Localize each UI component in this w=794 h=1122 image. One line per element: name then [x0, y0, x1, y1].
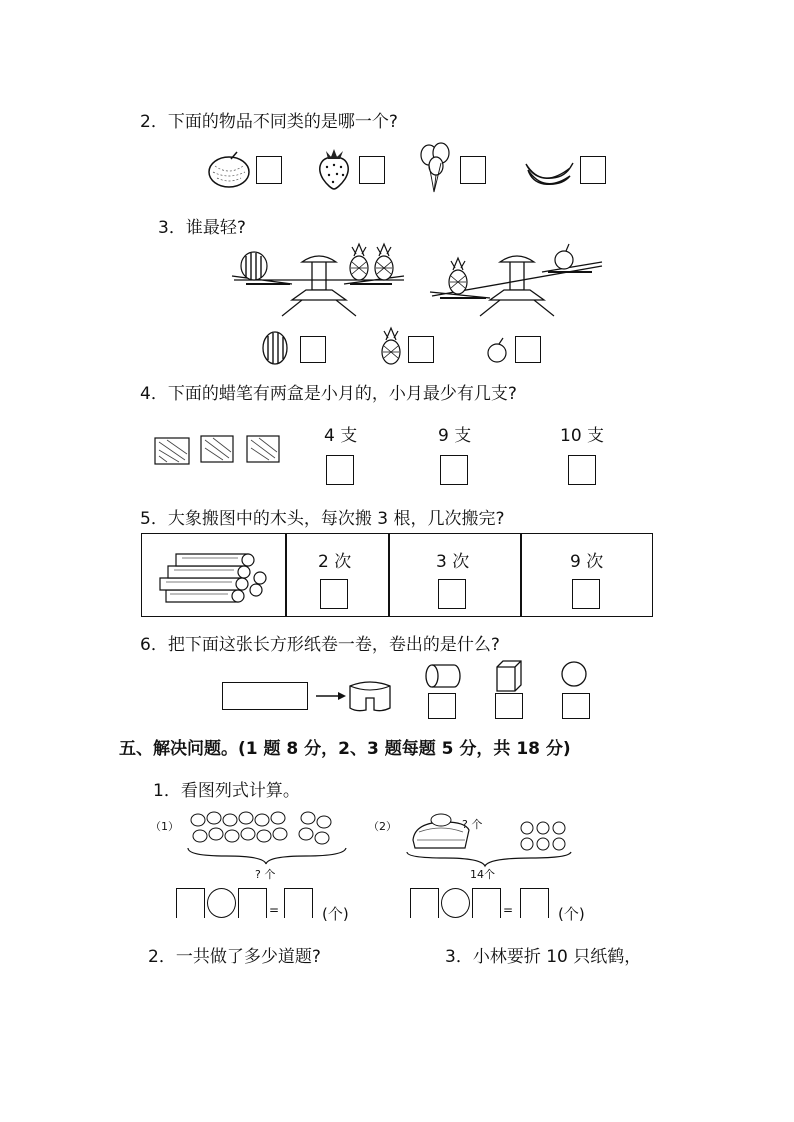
q4-option-0: 4 支 — [324, 426, 358, 446]
section5-heading: 五、解决问题。(1 题 8 分，2、3 题每题 5 分，共 18 分) — [119, 739, 571, 759]
balance-scale-right — [430, 240, 605, 320]
q5-option-0: 2 次 — [318, 552, 352, 572]
q3-prompt: 3．谁最轻? — [158, 218, 246, 238]
table-divider — [285, 534, 287, 616]
table-divider — [520, 534, 522, 616]
q6-answer-box-cuboid[interactable] — [495, 693, 523, 719]
part1-brace-label: ? 个 — [255, 868, 276, 881]
eq1-equals: = — [269, 903, 280, 917]
apple-icon — [205, 150, 253, 190]
q4-answer-box-2[interactable] — [568, 455, 596, 485]
strawberry-icon — [315, 145, 353, 191]
eq1-unit: (个) — [322, 905, 349, 923]
strawberries-group-icon — [186, 808, 354, 868]
sphere-icon — [560, 660, 590, 690]
balance-scale-left — [232, 240, 407, 320]
q5-prompt: 5．大象搬图中的木头，每次搬 3 根，几次搬完? — [140, 509, 505, 529]
part2-label: （2） — [368, 820, 397, 833]
banana-icon — [522, 150, 574, 190]
eq2-equals: = — [503, 903, 514, 917]
eq2-number-box-2[interactable] — [472, 888, 501, 918]
q3-answer-box-apple[interactable] — [515, 336, 541, 363]
cylinder-icon — [425, 662, 461, 690]
eq2-result-box[interactable] — [520, 888, 549, 918]
crayon-boxes-icon — [153, 432, 283, 468]
q4-answer-box-1[interactable] — [440, 455, 468, 485]
q3-answer-box-melon[interactable] — [300, 336, 326, 363]
part1-label: （1） — [150, 820, 179, 833]
logs-pile-icon — [158, 550, 270, 604]
q4-answer-box-0[interactable] — [326, 455, 354, 485]
eq1-number-box-2[interactable] — [238, 888, 267, 918]
cuboid-icon — [495, 659, 525, 693]
q2-answer-box-strawberry[interactable] — [359, 156, 385, 184]
basket-fruits-icon — [405, 808, 575, 870]
q5-answer-box-0[interactable] — [320, 579, 348, 609]
q5-option-2: 9 次 — [570, 552, 604, 572]
part2-brace-label: 14个 — [470, 868, 495, 881]
q4-prompt: 4．下面的蜡笔有两盒是小月的，小月最少有几支? — [140, 384, 517, 404]
roll-arrow-icon — [314, 678, 396, 718]
q2-answer-box-balloons[interactable] — [460, 156, 486, 184]
q6-answer-box-cylinder[interactable] — [428, 693, 456, 719]
s5-q1-prompt: 1．看图列式计算。 — [153, 781, 300, 801]
s5-q2-prompt: 2．一共做了多少道题? — [148, 947, 321, 967]
eq2-number-box-1[interactable] — [410, 888, 439, 918]
q5-option-1: 3 次 — [436, 552, 470, 572]
balloons-icon — [418, 142, 454, 196]
q6-answer-box-sphere[interactable] — [562, 693, 590, 719]
eq2-operator-circle[interactable] — [441, 888, 470, 918]
q4-option-1: 9 支 — [438, 426, 472, 446]
apple-small-icon — [485, 337, 511, 365]
melon-icon — [260, 328, 290, 366]
q3-answer-box-pineapple[interactable] — [408, 336, 434, 363]
part2-question-label: ? 个 — [462, 818, 483, 831]
q2-prompt: 2．下面的物品不同类的是哪一个? — [140, 112, 398, 132]
eq1-operator-circle[interactable] — [207, 888, 236, 918]
table-divider — [388, 534, 390, 616]
q4-option-2: 10 支 — [560, 426, 605, 446]
q5-answer-box-2[interactable] — [572, 579, 600, 609]
q2-answer-box-apple[interactable] — [256, 156, 282, 184]
paper-rectangle — [222, 682, 308, 710]
q5-answer-box-1[interactable] — [438, 579, 466, 609]
q2-answer-box-banana[interactable] — [580, 156, 606, 184]
q5-table — [141, 533, 653, 617]
eq1-number-box-1[interactable] — [176, 888, 205, 918]
eq1-result-box[interactable] — [284, 888, 313, 918]
eq2-unit: (个) — [558, 905, 585, 923]
q6-prompt: 6．把下面这张长方形纸卷一卷，卷出的是什么? — [140, 635, 500, 655]
s5-q3-prompt: 3．小林要折 10 只纸鹤， — [445, 947, 642, 967]
pineapple-icon — [378, 326, 404, 366]
